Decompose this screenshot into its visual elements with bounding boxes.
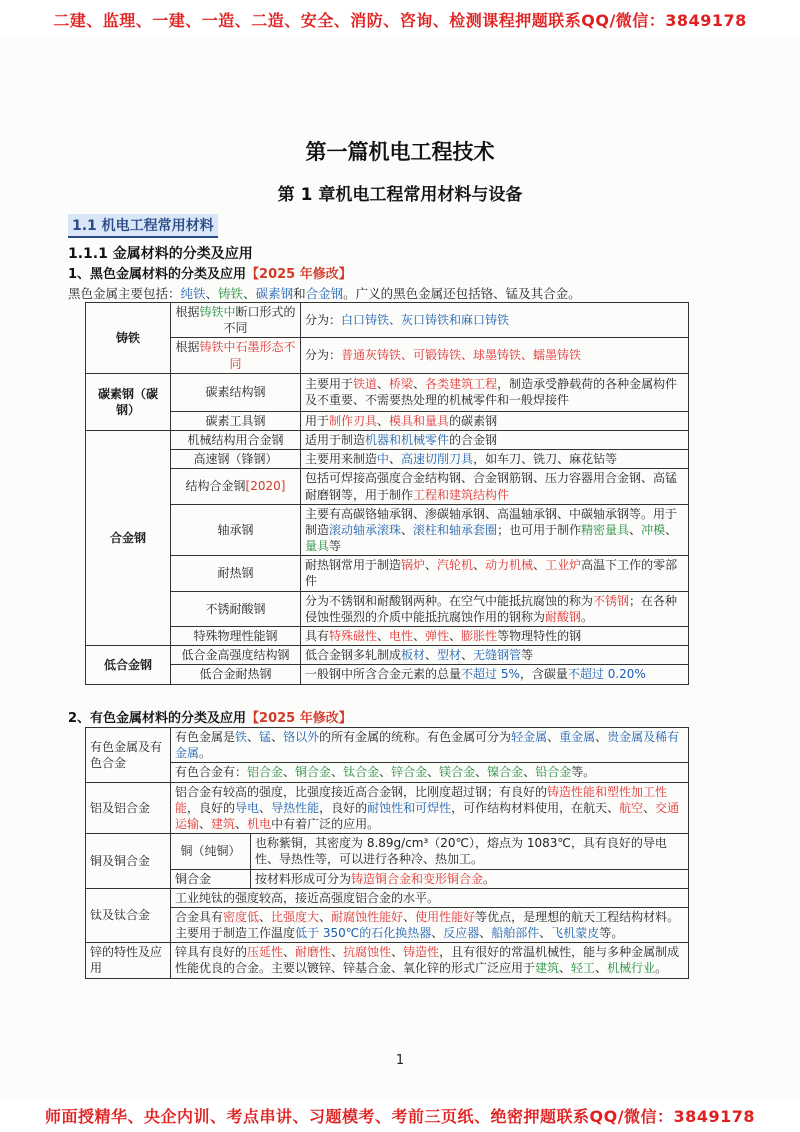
- category-zinc: 锌的特性及应用: [86, 943, 171, 978]
- section-heading-1-1: 1.1 机电工程常用材料: [68, 214, 218, 238]
- name-cell: 碳素结构钢: [171, 373, 301, 411]
- table-row: [86, 373, 689, 411]
- name-cell: 结构合金钢[2020]: [171, 469, 301, 504]
- section-heading-1-1-1: 1.1.1 金属材料的分类及应用: [68, 246, 253, 262]
- description-cell: 主要用于铁道、桥梁、各类建筑工程，制造承受静载荷的各种金属构件及不重要、不需要热处理的机械零件和一般焊接件: [301, 373, 689, 411]
- chapter-title: 第 1 章机电工程常用材料与设备: [277, 185, 523, 205]
- description-cell: 铝合金有较高的强度，比强度接近高合金钢，比刚度超过钢；有良好的铸造性能和塑性加工性能，良好的导电、导热性能，良好的耐蚀性和可焊性，可作结构材料使用，在航天、航空、交通运输、建筑、机电中有着广泛的应用。: [171, 782, 689, 834]
- description-cell: 主要用来制造中、高速切削刀具，如车刀、铣刀、麻花钻等: [301, 450, 689, 469]
- ferrous-metals-table: [85, 302, 689, 685]
- page-title: 第一篇机电工程技术: [305, 140, 495, 164]
- table-row: [86, 591, 689, 626]
- name-cell: 碳素工具钢: [171, 411, 301, 430]
- description-cell: 合金具有密度低、比强度大、耐腐蚀性能好、使用性能好等优点，是理想的航天工程结构材料。主要用于制造工作温度低于 350℃的石化换热器、反应器、船舶部件、飞机蒙皮等。: [171, 907, 689, 942]
- name-cell: 低合金耐热钢: [171, 665, 301, 684]
- category-carbon-steel: 碳素钢（碳钢）: [86, 373, 171, 430]
- description-cell: 工业纯钛的强度较高，接近高强度铝合金的水平。: [171, 888, 689, 907]
- description-cell: 也称紫铜，其密度为 8.89g/cm³（20℃），熔点为 1083℃，具有良好的导电性、导热性等，可以进行各种冷、热加工。: [251, 834, 689, 869]
- description-cell: 低合金钢多轧制成板材、型材、无缝钢管等: [301, 646, 689, 665]
- basis-cell: 根据铸铁中断口形式的不同: [171, 303, 301, 338]
- category-copper: 铜及铜合金: [86, 834, 171, 889]
- name-cell: 不锈耐酸钢: [171, 591, 301, 626]
- subsection-ferrous-heading: [68, 263, 352, 282]
- description-cell: 用于制作刃具、模具和量具的碳素钢: [301, 411, 689, 430]
- table-row: [86, 556, 689, 591]
- category-cast-iron: 铸铁: [86, 303, 171, 374]
- description-cell: 分为：普通灰铸铁、可锻铸铁、球墨铸铁、蠕墨铸铁: [301, 338, 689, 373]
- subsection-nonferrous-heading: [68, 707, 352, 726]
- description-cell: 有色金属是铁、锰、铬以外的所有金属的统称。有色金属可分为轻金属、重金属、贵金属及稀有金属。: [171, 728, 689, 763]
- table-row: [86, 627, 689, 646]
- page-number: 1: [395, 1053, 405, 1068]
- category-low-alloy-steel: 低合金钢: [86, 646, 171, 684]
- name-cell: 耐热钢: [171, 556, 301, 591]
- revision-tag: 【2025 年修改】: [246, 711, 352, 726]
- name-cell: 低合金高强度结构钢: [171, 646, 301, 665]
- description-cell: 分为不锈钢和耐酸钢两种。在空气中能抵抗腐蚀的称为不锈钢；在各种侵蚀性强烈的介质中能抵抗腐蚀作用的钢称为耐酸钢。: [301, 591, 689, 626]
- table-row: [86, 665, 689, 684]
- table-row: [86, 450, 689, 469]
- name-cell: 特殊物理性能钢: [171, 627, 301, 646]
- table-row: [86, 504, 689, 556]
- description-cell: 有色合金有：铝合金、铜合金、钛合金、锌合金、镁合金、镍合金、铅合金等。: [171, 763, 689, 782]
- description-cell: 一般钢中所含合金元素的总量不超过 5%，含碳量不超过 0.20%: [301, 665, 689, 684]
- table-row: [86, 646, 689, 665]
- subsection-title: 2、有色金属材料的分类及应用: [68, 711, 247, 726]
- description-cell: 耐热钢常用于制造锅炉、汽轮机、动力机械、工业炉高温下工作的零部件: [301, 556, 689, 591]
- table-row: [86, 907, 689, 942]
- subsection-title: 1、黑色金属材料的分类及应用: [68, 267, 247, 282]
- basis-cell: 根据铸铁中石墨形态不同: [171, 338, 301, 373]
- nonferrous-metals-table: [85, 727, 689, 979]
- table-row: [86, 782, 689, 834]
- category-aluminum: 铝及铝合金: [86, 782, 171, 834]
- category-titanium: 钛及钛合金: [86, 888, 171, 943]
- revision-tag: 【2025 年修改】: [246, 267, 352, 282]
- table-row: [86, 834, 689, 869]
- category-alloy-steel: 合金钢: [86, 430, 171, 645]
- name-cell: 高速钢（锋钢）: [171, 450, 301, 469]
- description-cell: 分为：白口铸铁、灰口铸铁和麻口铸铁: [301, 303, 689, 338]
- description-cell: 适用于制造机器和机械零件的合金钢: [301, 430, 689, 449]
- table-row: [86, 338, 689, 373]
- table-row: [86, 888, 689, 907]
- name-cell: 机械结构用合金钢: [171, 430, 301, 449]
- description-cell: 锌具有良好的压延性、耐磨性、抗腐蚀性、铸造性，且有很好的常温机械性，能与多种金属制成性能优良的合金。主要以镀锌、锌基合金、氧化锌的形式广泛应用于建筑、轻工、机械行业。: [171, 943, 689, 978]
- bottom-banner: 师面授精华、央企内训、考点串讲、习题模考、考前三页纸、绝密押题联系QQ/微信：3849178: [45, 1107, 755, 1126]
- category-nonferrous: 有色金属及有色合金: [86, 728, 171, 783]
- name-cell: 铜合金: [171, 869, 251, 888]
- top-banner: 二建、监理、一建、一造、二造、安全、消防、咨询、检测课程押题联系QQ/微信：3849178: [53, 11, 747, 30]
- table-row: [86, 763, 689, 782]
- name-cell: 轴承钢: [171, 504, 301, 556]
- description-cell: 包括可焊接高强度合金结构钢、合金钢筋钢、压力容器用合金钢、高锰耐磨钢等，用于制作工程和建筑结构件: [301, 469, 689, 504]
- ferrous-intro: 黑色金属主要包括：纯铁、铸铁、碳素钢和合金钢。广义的黑色金属还包括铬、锰及其合金。: [68, 286, 581, 301]
- table-row: [86, 303, 689, 338]
- table-row: [86, 943, 689, 978]
- description-cell: 主要有高碳铬轴承钢、渗碳轴承钢、高温轴承钢、中碳轴承钢等。用于制造滚动轴承滚珠、滚柱和轴承套圈；也可用于制作精密量具、冲模、量具等: [301, 504, 689, 556]
- table-row: [86, 430, 689, 449]
- description-cell: 具有特殊磁性、电性、弹性、膨胀性等物理特性的钢: [301, 627, 689, 646]
- table-row: [86, 869, 689, 888]
- name-cell: 铜（纯铜）: [171, 834, 251, 869]
- table-row: [86, 728, 689, 763]
- table-row: [86, 469, 689, 504]
- description-cell: 按材料形成可分为铸造铜合金和变形铜合金。: [251, 869, 689, 888]
- table-row: [86, 411, 689, 430]
